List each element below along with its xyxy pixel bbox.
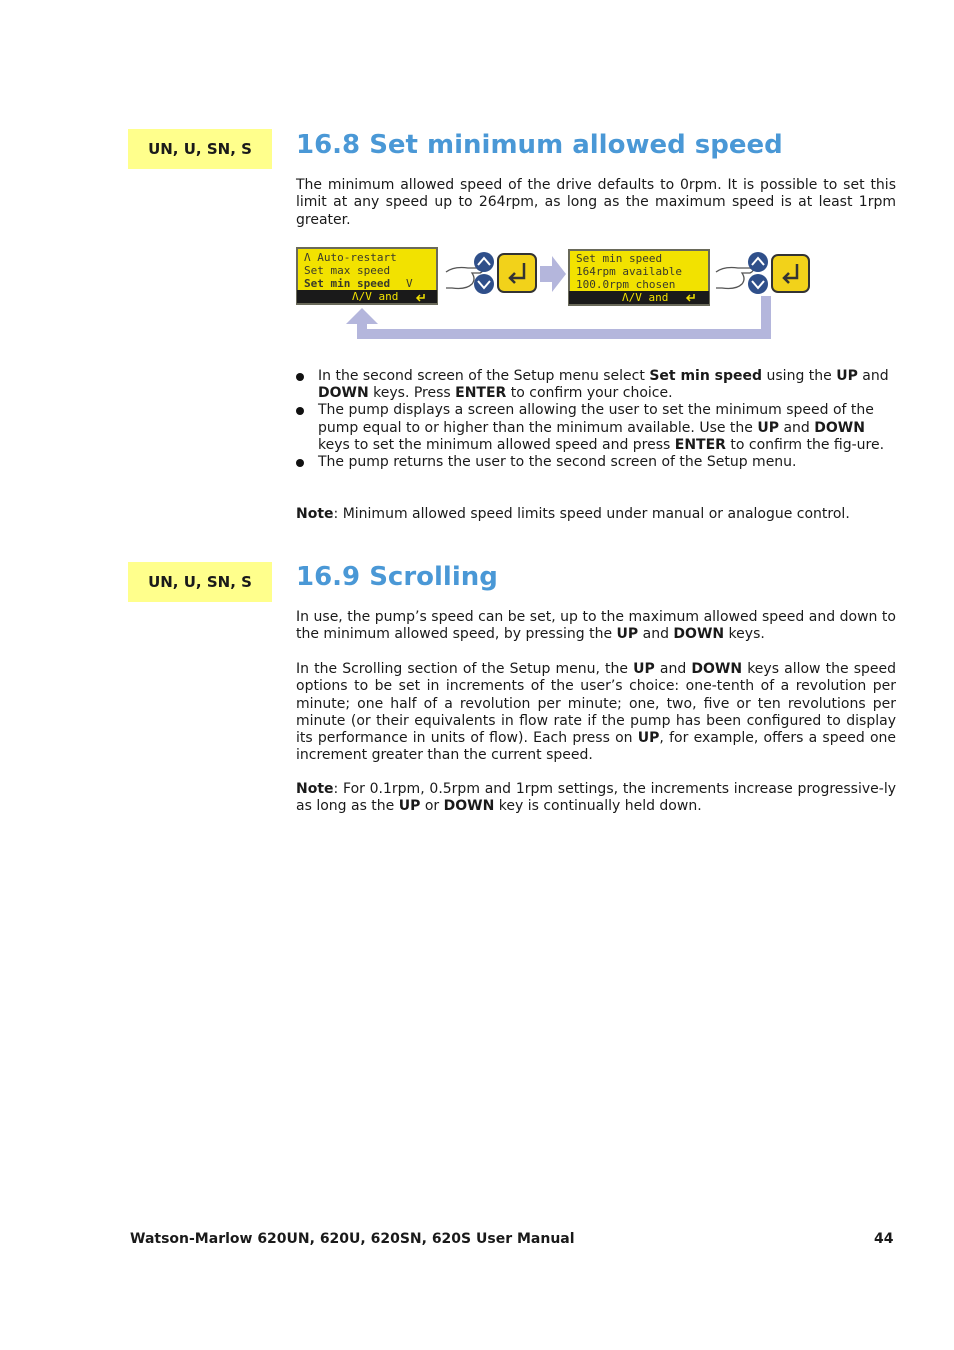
paragraph: In the Scrolling section of the Setup menu, the UP and DOWN keys allow the speed options to be set in increments of the user’s choice: one-tenth of a revolution per minute; one half of a revolution per minute; one, two, five or ten revolutions per minute (or their equivalents in flow rate if the pump has been configured to display its performance in units of flow). Each press on UP, for example, offers a speed one increment greater than the current speed.	[296, 661, 897, 764]
model-tag: UN, U, SN, S	[128, 562, 272, 602]
page-number: 44	[874, 1231, 894, 1247]
menu-diagram	[296, 246, 816, 342]
lcd2-line3: 100.0rpm chosen	[576, 278, 676, 291]
return-arrow-icon	[346, 308, 378, 324]
bullet-icon	[296, 459, 304, 467]
paragraph: In use, the pump’s speed can be set, up to the maximum allowed speed and down to the minimum allowed speed, by pressing the UP and DOWN keys.	[296, 609, 896, 643]
note-paragraph: Note: For 0.1rpm, 0.5rpm and 1rpm settings, the increments increase progressive-ly as long as the UP or DOWN key is continually held down.	[296, 781, 896, 815]
footer-title: Watson-Marlow 620UN, 620U, 620SN, 620S User Manual	[130, 1231, 575, 1247]
list-item: The pump returns the user to the second screen of the Setup menu.	[296, 454, 896, 471]
list-item: In the second screen of the Setup menu select Set min speed using the UP and DOWN keys. Press ENTER to confirm your choice.	[296, 368, 896, 402]
down-key-icon	[748, 274, 768, 294]
note-paragraph: Note: Minimum allowed speed limits speed under manual or analogue control.	[296, 506, 850, 522]
lcd2-line1: Set min speed	[576, 252, 663, 265]
model-tag: UN, U, SN, S	[128, 129, 272, 169]
lcd1-line2: Set max speed	[304, 264, 391, 277]
bullet-icon	[296, 373, 304, 381]
lcd1-down-mark: V	[406, 277, 413, 290]
lcd1-line1: Λ Auto-restart	[304, 251, 397, 264]
pointing-hand-icon	[716, 268, 753, 289]
down-key-icon	[474, 274, 494, 294]
lcd1-line4: Λ/V and	[352, 290, 399, 303]
section-title: 16.8 Set minimum allowed speed	[296, 130, 783, 160]
bullet-icon	[296, 407, 304, 415]
lcd-screen-2	[569, 250, 709, 305]
lcd2-line4: Λ/V and	[622, 291, 669, 304]
forward-arrow-icon	[540, 256, 566, 292]
lcd1-line3: Set min speed	[304, 277, 391, 290]
up-key-icon	[474, 252, 494, 272]
lcd2-line2: 164rpm available	[576, 265, 682, 278]
list-item: The pump displays a screen allowing the user to set the minimum speed of the pump equal to or higher than the minimum available. Use the UP and DOWN keys to set the minimum allowed speed and press ENTER to confirm the fig-ure.	[296, 402, 896, 454]
intro-paragraph: The minimum allowed speed of the drive defaults to 0rpm. It is possible to set this limit at any speed up to 264rpm, as long as the maximum speed is at least 1rpm greater.	[296, 177, 896, 228]
enter-key-icon	[772, 255, 809, 292]
enter-key-icon	[498, 254, 536, 292]
up-key-icon	[748, 252, 768, 272]
section-title: 16.9 Scrolling	[296, 562, 498, 592]
lcd-screen-1	[297, 248, 437, 304]
steps-list	[296, 368, 896, 471]
